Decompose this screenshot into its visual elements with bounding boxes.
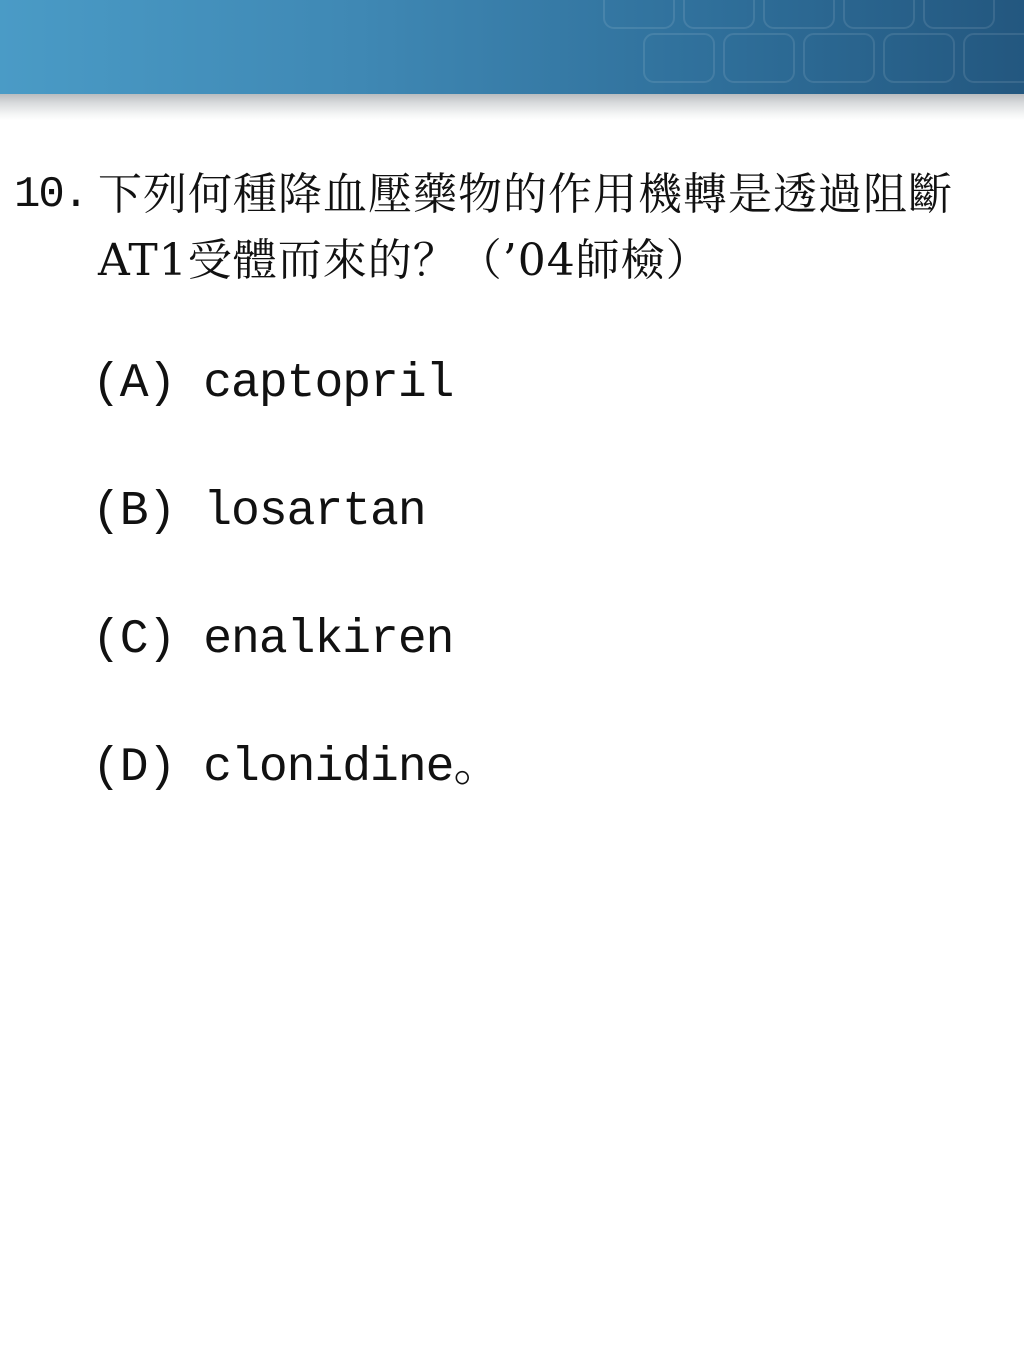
option-b: (B) losartan: [92, 485, 426, 539]
question-number: 10.: [14, 170, 88, 220]
question-block: [14, 162, 1004, 868]
options-list: [92, 356, 1004, 796]
header-band: [0, 0, 1024, 94]
header-shadow: [0, 94, 1024, 120]
option-d: (D) clonidine。: [92, 741, 501, 795]
option-a: (A) captopril: [92, 357, 454, 411]
question: [14, 162, 1004, 294]
option-c: (C) enalkiren: [92, 613, 454, 667]
question-text: 下列何種降血壓藥物的作用機轉是透過阻斷AT1受體而來的？（’04師檢）: [98, 169, 953, 286]
header-grid-pattern: [594, 0, 1024, 94]
